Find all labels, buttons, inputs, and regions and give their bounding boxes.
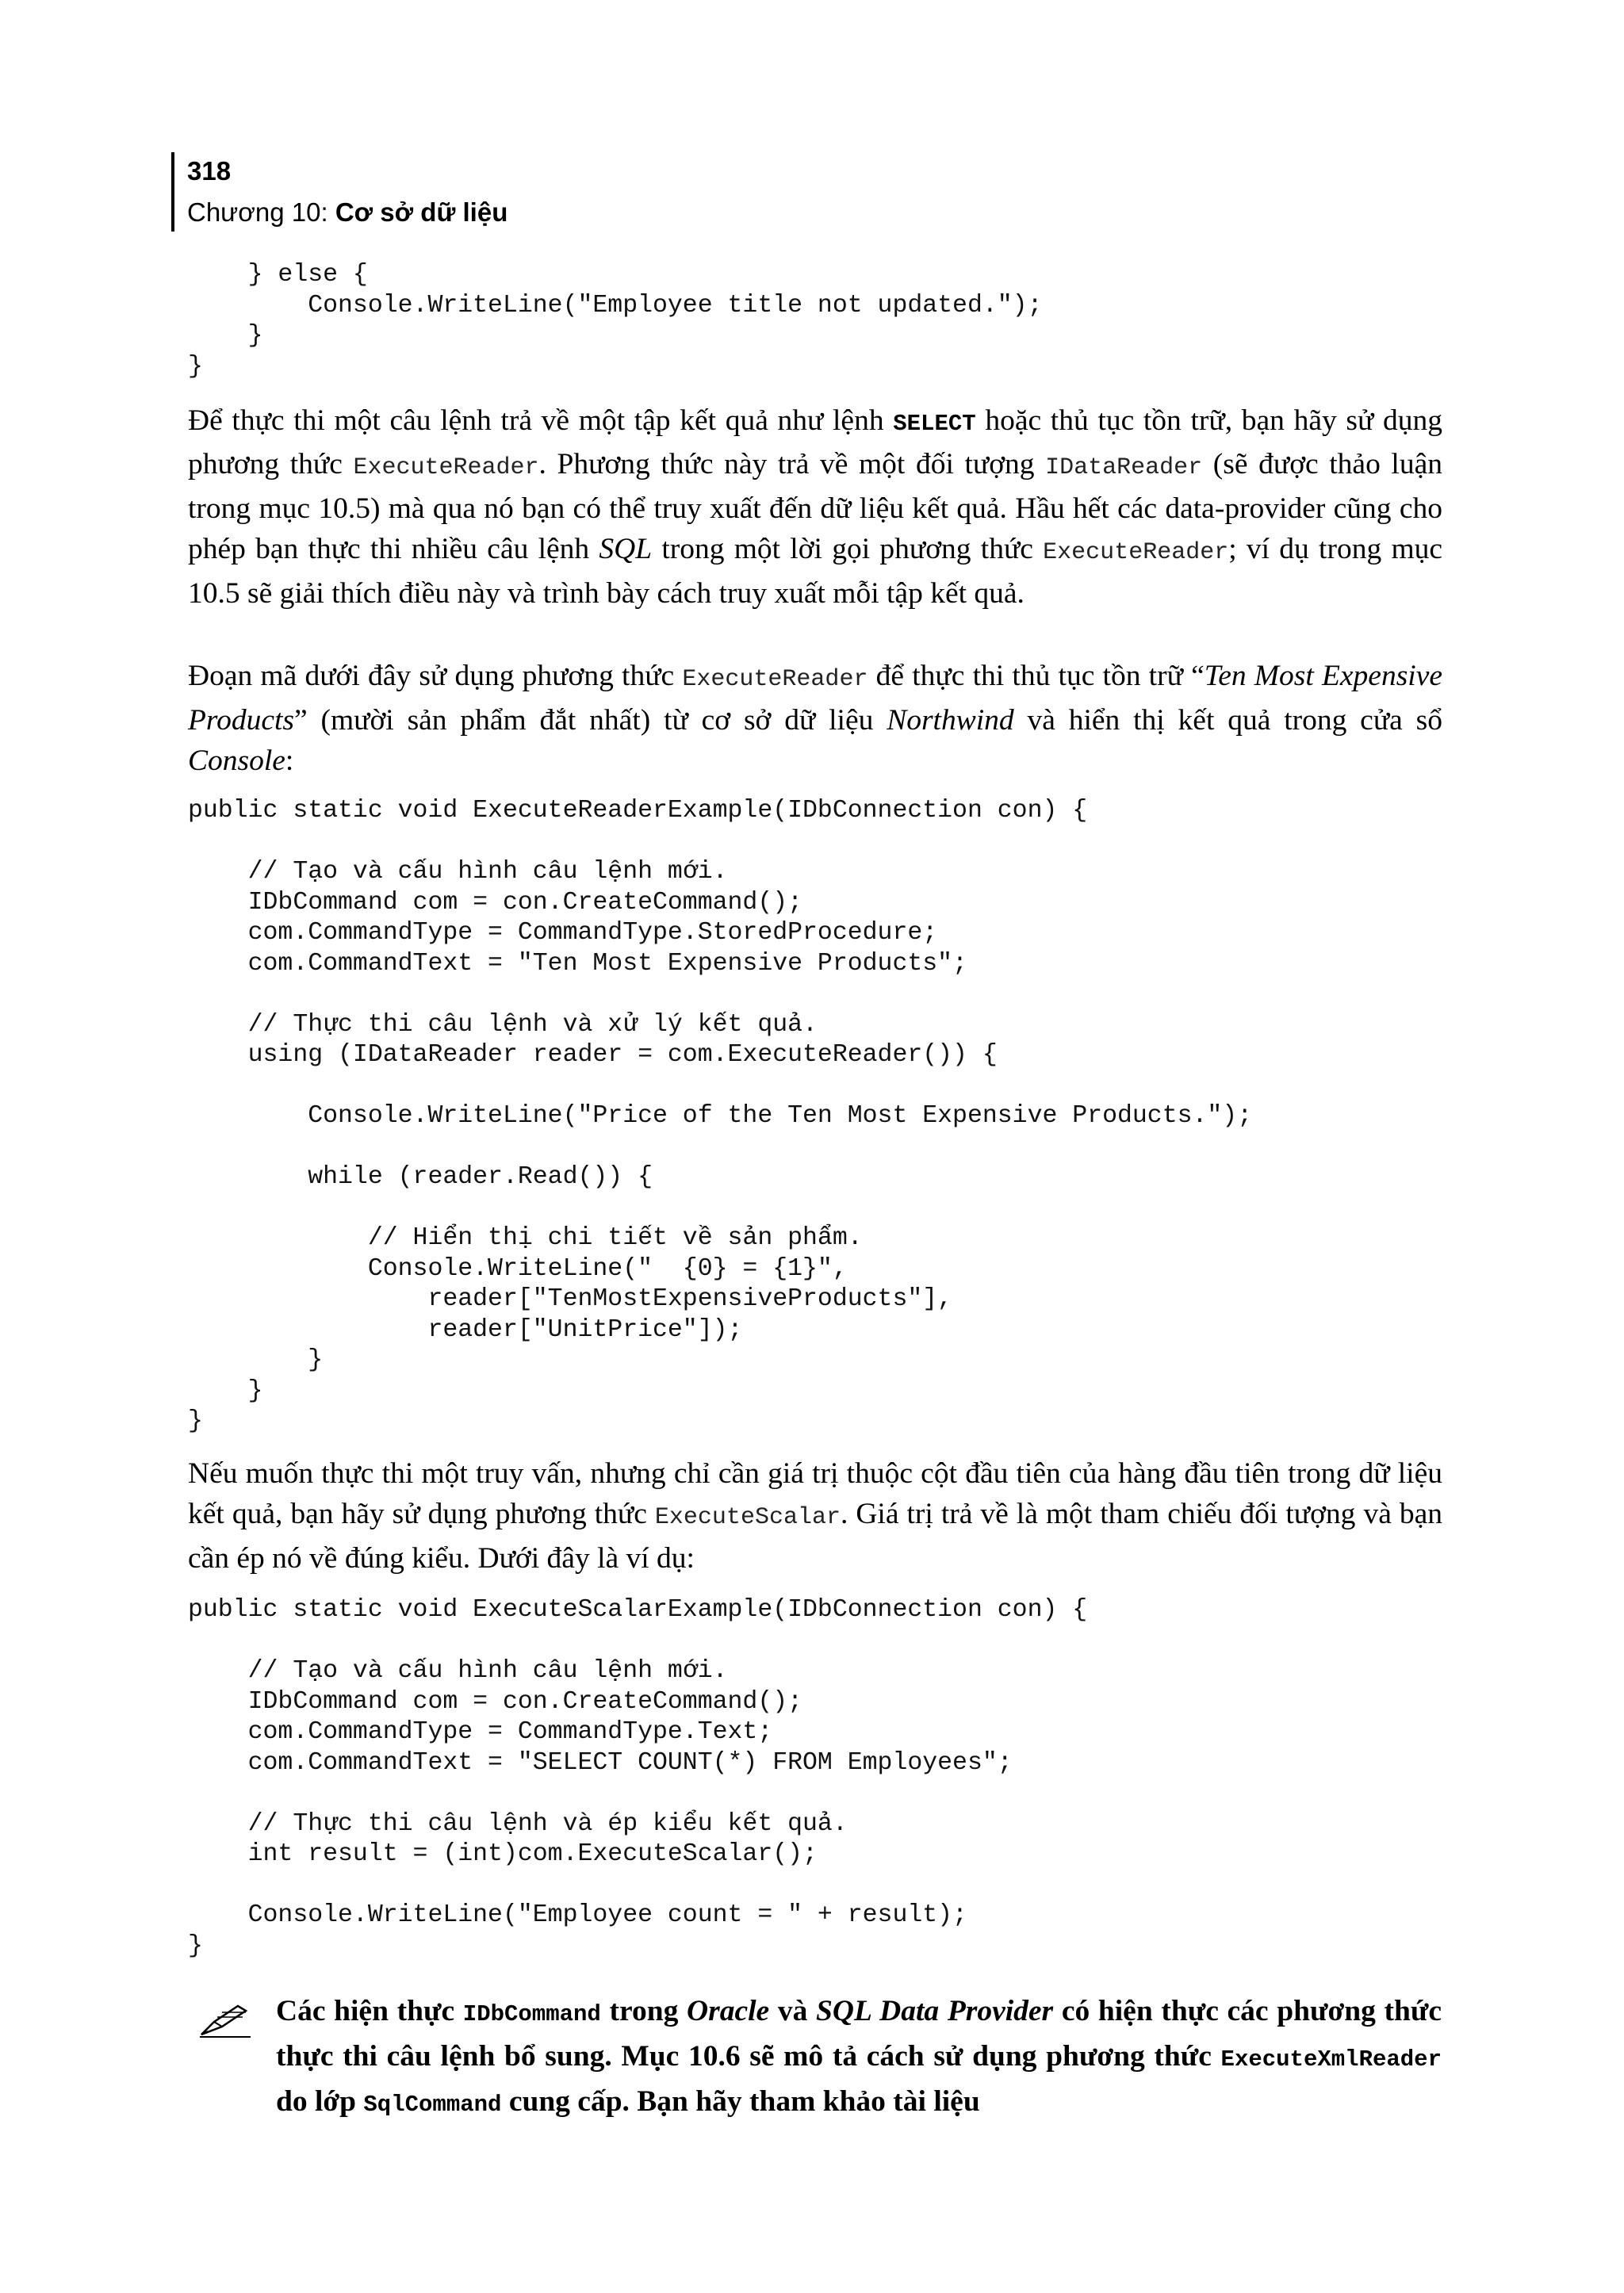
code-inline: SqlCommand	[363, 2092, 502, 2118]
text: và hiển thị kết quả trong cửa sổ	[1013, 704, 1442, 737]
text: (sẽ được thảo luận trong mục 10.5) mà qua nó bạn có thể truy xuất đến dữ liệu kết quả. Hầu hết các data-provider cũng cho phép bạn thực thi nhiều câu lệnh	[188, 448, 1442, 565]
text: . Giá trị trả về là một tham chiếu đối tượng và bạn cần ép nó về đúng kiểu. Dưới đây là ví dụ:	[188, 1498, 1442, 1575]
text: trong	[600, 1995, 688, 2027]
code-inline: ExecuteReader	[682, 666, 868, 693]
code-inline: IDataReader	[1045, 454, 1203, 481]
text: . Phương thức này trả về một đối tượng	[538, 448, 1046, 480]
paragraph-execute-scalar	[188, 1453, 1442, 1579]
italic-term: Console	[188, 745, 285, 777]
text: Các hiện thực	[276, 1995, 463, 2027]
text: cung cấp. Bạn hãy tham khảo tài liệu	[501, 2085, 980, 2118]
italic-term: Oracle	[687, 1995, 770, 2027]
code-block-execute-reader: public static void ExecuteReaderExample(IDbConnection con) { // Tạo và cấu hình câu lệnh mới. IDbCommand com = con.CreateCommand(); com.CommandType = CommandType.StoredProcedure; com.CommandText = "Ten Most Expensive Products"; // Thực thi câu lệnh và xử lý kết quả. using (IDataReader reader = com.ExecuteReader()) { Console.WriteLine("Price of the Ten Most Expensive Products."); while (reader.Read()) { // Hiển thị chi tiết về sản phẩm. Console.WriteLine(" {0} = {1}", reader["TenMostExpensiveProducts"], reader["UnitPrice"]); } } }	[188, 797, 1253, 1435]
code-inline: IDbCommand	[462, 2001, 601, 2027]
italic-term: Ten Most Expensive Products	[188, 660, 1443, 737]
text: có hiện thực các phương thức thực thi câu lệnh bổ sung. Mục 10.6 sẽ mô tả cách sử dụng phương thức	[276, 1995, 1442, 2073]
code-block-execute-scalar: public static void ExecuteScalarExample(IDbConnection con) { // Tạo và cấu hình câu lệnh mới. IDbCommand com = con.CreateCommand(); com.CommandType = CommandType.Text; com.CommandText = "SELECT COUNT(*) FROM Employees"; // Thực thi câu lệnh và ép kiểu kết quả. int result = (int)com.ExecuteScalar(); Console.WriteLine("Employee count = " + result); }	[188, 1596, 1088, 1960]
page-number: 318	[187, 156, 232, 186]
chapter-title: Cơ sở dữ liệu	[335, 197, 508, 227]
paragraph-example-intro	[188, 656, 1442, 781]
text: ; ví dụ trong mục 10.5 sẽ giải thích điều này và trình bày cách truy xuất mỗi tập kết quả.	[188, 533, 1443, 610]
code-inline: SELECT	[893, 411, 976, 437]
code-inline: ExecuteReader	[1043, 539, 1229, 566]
text: Để thực thi một câu lệnh trả về một tập kết quả như lệnh	[188, 404, 894, 437]
italic-term: SQL	[599, 533, 653, 565]
italic-term: Northwind	[887, 704, 1014, 737]
text: hoặc thủ tục tồn trữ, bạn hãy sử dụng phương thức	[188, 404, 1442, 480]
text: Đoạn mã dưới đây sử dụng phương thức	[188, 660, 683, 692]
text: trong một lời gọi phương thức	[652, 533, 1044, 565]
text: :	[285, 745, 294, 777]
text: ” (mười sản phẩm đắt nhất) từ cơ sở dữ liệu	[294, 704, 887, 737]
italic-term: SQL Data Provider	[816, 1995, 1054, 2027]
text: do lớp	[276, 2085, 364, 2118]
text: để thực thi thủ tục tồn trữ “	[868, 660, 1205, 692]
code-inline: ExecuteXmlReader	[1220, 2046, 1442, 2073]
chapter-heading	[187, 197, 508, 228]
header-rule	[171, 152, 174, 232]
paragraph-execute-reader	[188, 400, 1442, 614]
note-box	[276, 1990, 1442, 2126]
code-inline: ExecuteScalar	[654, 1504, 841, 1531]
text: Nếu muốn thực thi một truy vấn, nhưng chỉ cần giá trị thuộc cột đầu tiên của hàng đầu tiên trong dữ liệu kết quả, bạn hãy sử dụng phương thức	[188, 1457, 1442, 1530]
code-block-update-end: } else { Console.WriteLine("Employee title not updated."); } }	[188, 261, 1043, 381]
code-inline: ExecuteReader	[353, 454, 539, 481]
text: và	[769, 1995, 817, 2027]
pencil-note-icon	[198, 2000, 254, 2039]
chapter-prefix: Chương 10:	[187, 197, 335, 227]
